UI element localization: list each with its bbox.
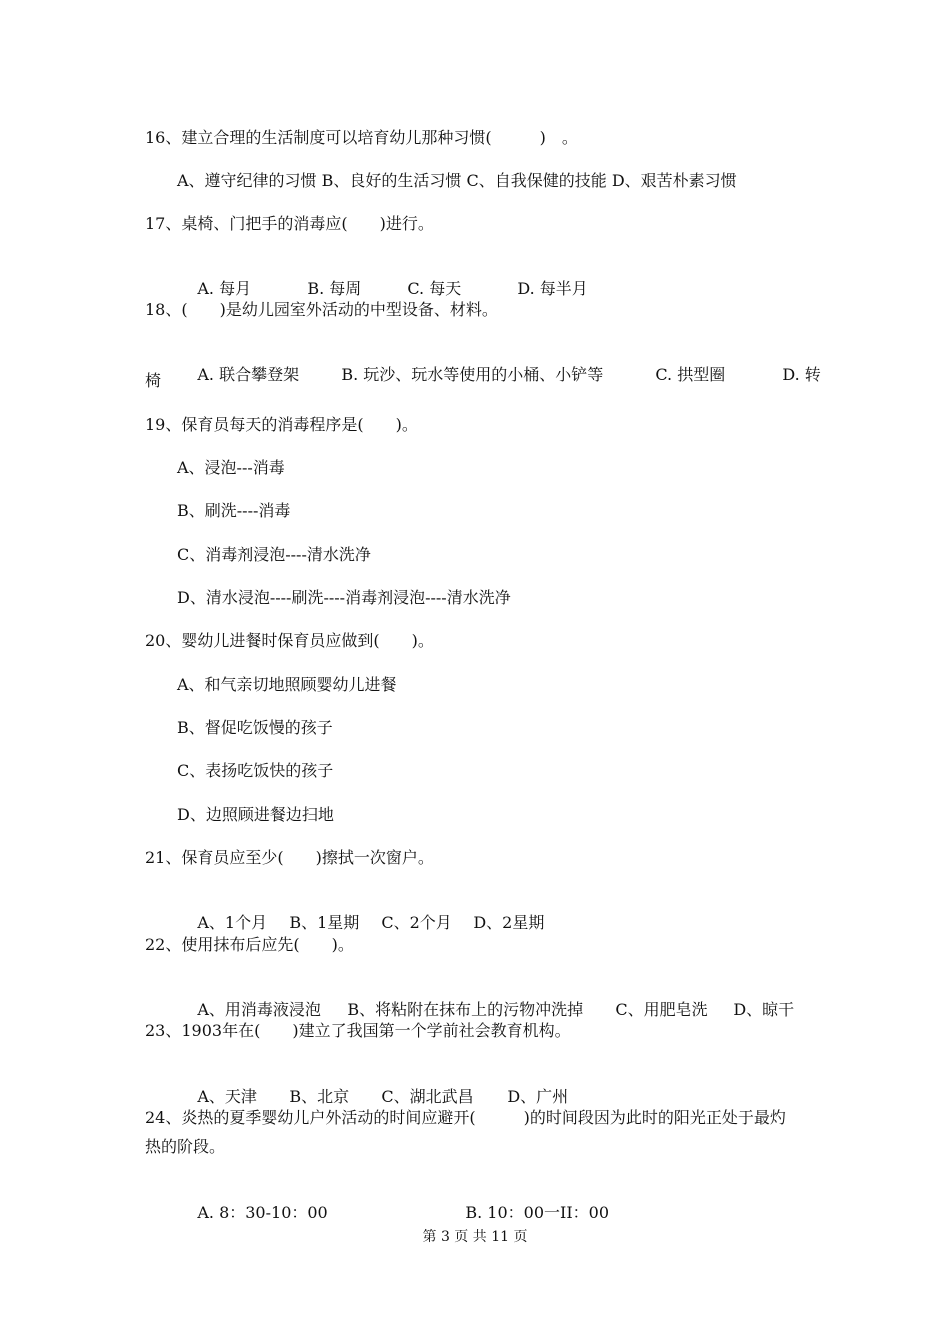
- option-c: C、用肥皂洗: [615, 1000, 708, 1019]
- question-22-stem: 22、使用抹布后应先( )。: [145, 935, 354, 954]
- option-d: D、广州: [507, 1087, 569, 1106]
- option-c: C、2个月: [381, 913, 452, 932]
- option-a: A、用消毒液浸泡: [197, 1000, 321, 1019]
- question-19-option-b: B、刷洗----消毒: [177, 501, 291, 520]
- question-18-wrap: 椅: [145, 371, 162, 390]
- option-d: D、2星期: [473, 913, 545, 932]
- option-c: C、湖北武昌: [381, 1087, 474, 1106]
- option-a: A、1个月: [197, 913, 268, 932]
- option-b: B. 每周: [307, 279, 362, 298]
- question-19-option-d: D、清水浸泡----刷洗----消毒剂浸泡----清水洗净: [177, 588, 511, 607]
- question-16-options: A、遵守纪律的习惯 B、良好的生活习惯 C、自我保健的技能 D、艰苦朴素习惯: [177, 171, 737, 190]
- question-23-stem: 23、1903年在( )建立了我国第一个学前社会教育机构。: [145, 1021, 571, 1040]
- option-b: B、1星期: [289, 913, 360, 932]
- question-20-option-a: A、和气亲切地照顾婴幼儿进餐: [177, 675, 397, 694]
- option-a: A. 8：30-10：00: [197, 1203, 328, 1222]
- question-21-stem: 21、保育员应至少( )擦拭一次窗户。: [145, 848, 434, 867]
- option-d: D. 转: [782, 365, 821, 384]
- question-20-stem: 20、婴幼儿进餐时保育员应做到( )。: [145, 631, 434, 650]
- option-c: C. 每天: [407, 279, 462, 298]
- option-c: C. 拱型圈: [655, 365, 726, 384]
- question-19-option-a: A、浸泡---消毒: [177, 458, 285, 477]
- option-d: D、晾干: [733, 1000, 795, 1019]
- option-a: A. 联合攀登架: [197, 365, 300, 384]
- question-17-stem: 17、桌椅、门把手的消毒应( )进行。: [145, 214, 434, 233]
- question-18-stem: 18、( )是幼儿园室外活动的中型设备、材料。: [145, 300, 498, 319]
- question-24-wrap: 热的阶段。: [145, 1137, 226, 1156]
- question-20-option-b: B、督促吃饭慢的孩子: [177, 718, 333, 737]
- option-a: A、天津: [197, 1087, 257, 1106]
- option-b: B. 玩沙、玩水等使用的小桶、小铲等: [341, 365, 604, 384]
- question-16-stem: 16、建立合理的生活制度可以培育幼儿那种习惯( ) 。: [145, 128, 578, 147]
- option-b: B. 10：00一II：00: [465, 1203, 609, 1222]
- option-a: A. 每月: [197, 279, 252, 298]
- question-24-stem: 24、炎热的夏季婴幼儿户外活动的时间应避开( )的时间段因为此时的阳光正处于最灼: [145, 1108, 786, 1127]
- option-b: B、将粘附在抹布上的污物冲洗掉: [347, 1000, 584, 1019]
- question-19-option-c: C、消毒剂浸泡----清水洗净: [177, 545, 371, 564]
- option-d: D. 每半月: [517, 279, 588, 298]
- page-footer: 第 3 页 共 11 页: [422, 1229, 528, 1245]
- question-20-option-c: C、表扬吃饭快的孩子: [177, 761, 334, 780]
- option-b: B、北京: [289, 1087, 350, 1106]
- question-20-option-d: D、边照顾进餐边扫地: [177, 805, 334, 824]
- question-19-stem: 19、保育员每天的消毒程序是( )。: [145, 415, 418, 434]
